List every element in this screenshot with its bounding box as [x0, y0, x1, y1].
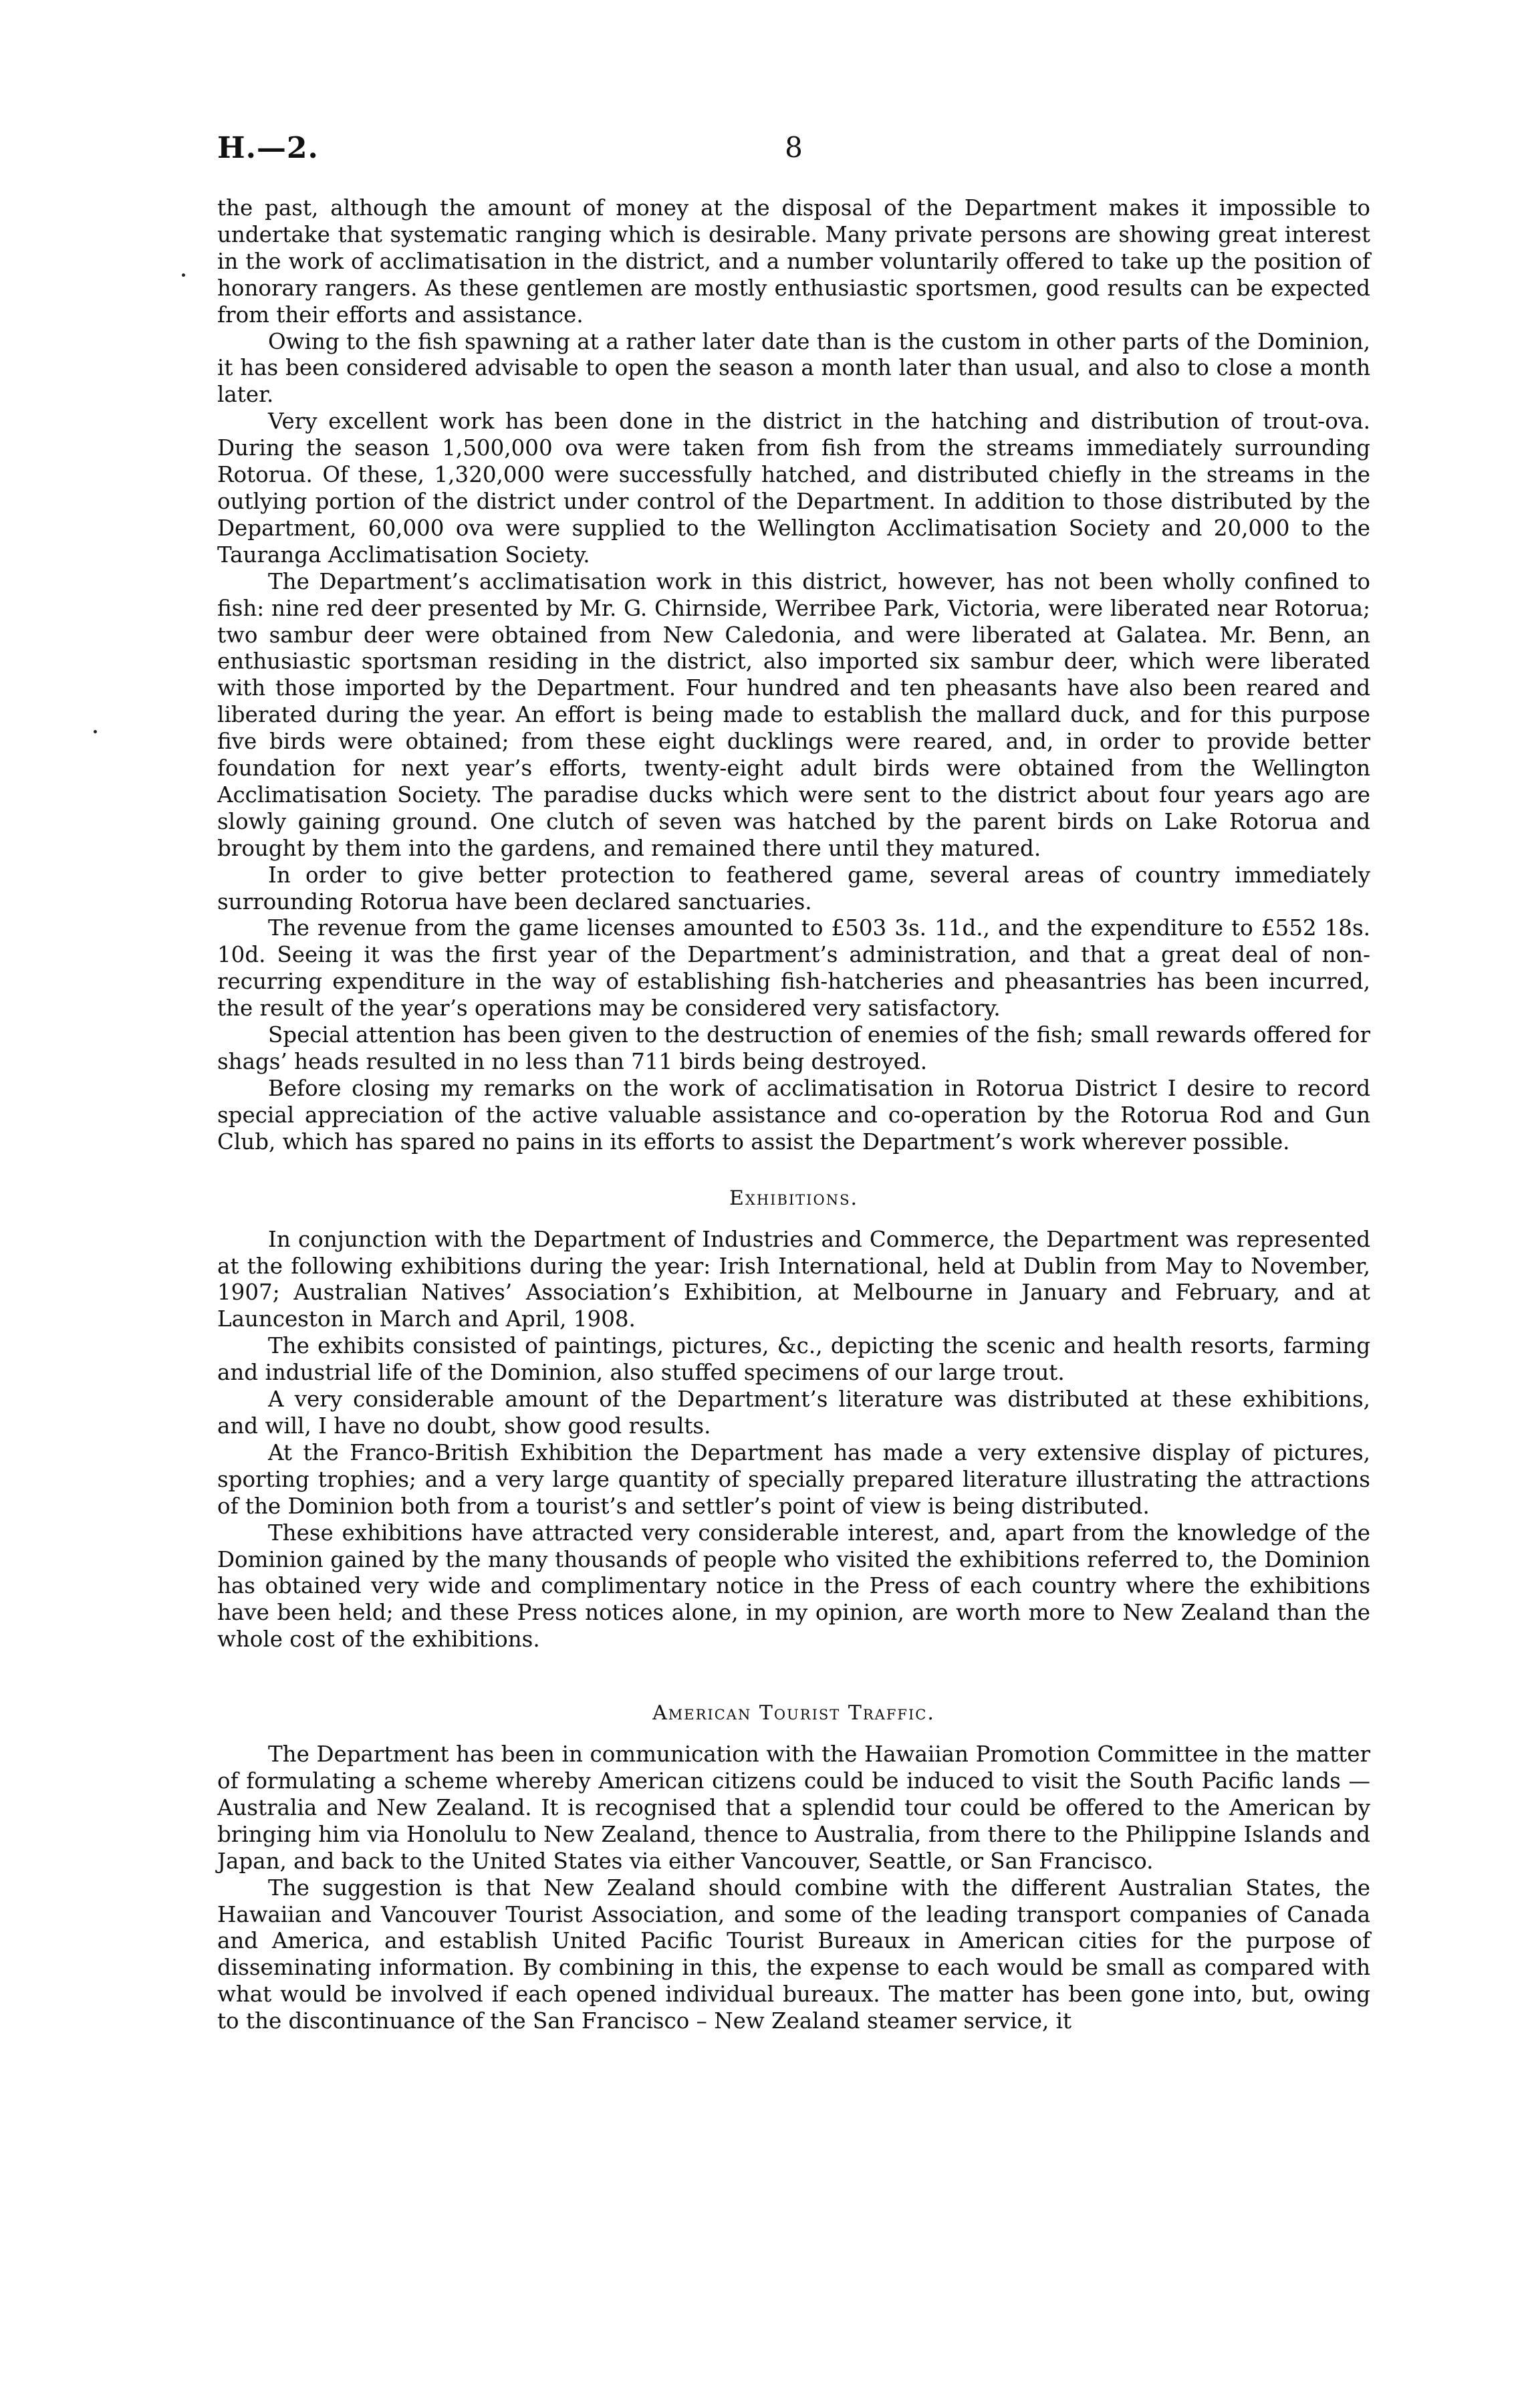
document-id: H.—2. — [217, 131, 319, 165]
paragraph: Special attention has been given to the destruction of enemies of the fish; small rewards offered for shags’ heads resulted in no less than 711 birds being destroyed. — [217, 1022, 1370, 1074]
paragraph: Very excellent work has been done in the district in the hatching and distribution of trout-ova. During the season 1,500,000 ova were taken from fish from the streams immediately surrounding Rotorua. Of these, 1,320,000 were successfully hatched, and distributed chiefly in the streams in the outlying portion of the district under control of the Department. In addition to those distributed by the Department, 60,000 ova were supplied to the Wellington Acclimatisation Society and 20,000 to the Tauranga Acclimatisation Society. — [217, 408, 1370, 568]
paragraph: At the Franco-British Exhibition the Department has made a very extensive display of pictures, sporting trophies; and a very large quantity of specially prepared literature illustrating the attractions of the Dominion both from a tourist’s and settler’s point of view is being distributed. — [217, 1439, 1370, 1519]
paragraph: The revenue from the game licenses amounted to £503 3s. 11d., and the expenditure to £552 18s. 10d. Seeing it was the first year of the Department’s administration, and that a great deal of non-recurring expenditure in the way of establishing fish-hatcheries and pheasantries has been incurred, the result of the year’s operations may be considered very satisfactory. — [217, 915, 1370, 1021]
paragraph: The suggestion is that New Zealand should combine with the different Australian States, the Hawaiian and Vancouver Tourist Association, and some of the leading transport companies of Canada and America, and establish United Pacific Tourist Bureaux in American cities for the purpose of disseminating information. By combining in this, the expense to each would be small as compared with what would be involved if each opened individual bureaux. The matter has been gone into, but, owing to the discontinuance of the San Francisco – New Zealand steamer service, it — [217, 1875, 1370, 2034]
paragraph: These exhibitions have attracted very considerable interest, and, apart from the knowledge of the Dominion gained by the many thousands of people who visited the exhibitions referred to, the Dominion has obtained very wide and complimentary notice in the Press of each country where the exhibitions have been held; and these Press notices alone, in my opinion, are worth more to New Zealand than the whole cost of the exhibitions. — [217, 1520, 1370, 1653]
acclimatisation-section — [217, 195, 1370, 1156]
american-tourist-traffic-section — [217, 1700, 1370, 2035]
running-header — [217, 131, 1370, 171]
exhibitions-section — [217, 1185, 1370, 1654]
paragraph: In order to give better protection to feathered game, several areas of country immediately surrounding Rotorua have been declared sanctuaries. — [217, 862, 1370, 915]
paragraph: Owing to the fish spawning at a rather later date than is the custom in other parts of the Dominion, it has been considered advisable to open the season a month later than usual, and also to close a month later. — [217, 328, 1370, 408]
paragraph: A very considerable amount of the Department’s literature was distributed at these exhibitions, and will, I have no doubt, show good results. — [217, 1387, 1370, 1439]
margin-speck — [94, 730, 97, 733]
paragraph: The Department has been in communication with the Hawaiian Promotion Committee in the matter of formulating a scheme whereby American citizens could be induced to visit the South Pacific lands — Australia and New Zealand. It is recognised that a splendid tour could be offered to the American by bringing him via Honolulu to New Zealand, thence to Australia, from there to the Philippine Islands and Japan, and back to the United States via either Vancouver, Seattle, or San Francisco. — [217, 1741, 1370, 1874]
section-heading-exhibitions: Exhibitions. — [729, 1186, 858, 1210]
paragraph: Before closing my remarks on the work of acclimatisation in Rotorua District I desire to record special appreciation of the active valuable assistance and co-operation by the Rotorua Rod and Gun Club, which has spared no pains in its efforts to assist the Department’s work wherever possible. — [217, 1075, 1370, 1155]
paragraph: The Department’s acclimatisation work in this district, however, has not been wholly confined to fish: nine red deer presented by Mr. G. Chirnside, Werribee Park, Victoria, were liberated near Rotorua; two sambur deer were obtained from New Caledonia, and were liberated at Galatea. Mr. Benn, an enthusiastic sportsman residing in the district, also imported six sambur deer, which were liberated with those imported by the Department. Four hundred and ten pheasants have also been reared and liberated during the year. An effort is being made to establish the mallard duck, and for this purpose five birds were obtained; from these eight ducklings were reared, and, in order to provide better foundation for next year’s efforts, twenty-eight adult birds were obtained from the Wellington Acclimatisation Society. The paradise ducks which were sent to the district about four years ago are slowly gaining ground. One clutch of seven was hatched by the parent birds on Lake Rotorua and brought by them into the gardens, and remained there until they matured. — [217, 568, 1370, 861]
body-text — [217, 195, 1370, 2035]
section-heading-american-tourist-traffic: American Tourist Traffic. — [652, 1701, 935, 1725]
margin-speck — [182, 273, 185, 277]
paragraph: In conjunction with the Department of Industries and Commerce, the Department was represented at the following exhibitions during the year: Irish International, held at Dublin from May to November, 1907; Australian Natives’ Association’s Exhibition, at Melbourne in January and February, and at Launceston in March and April, 1908. — [217, 1226, 1370, 1332]
paragraph: The exhibits consisted of paintings, pictures, &c., depicting the scenic and health resorts, farming and industrial life of the Dominion, also stuffed specimens of our large trout. — [217, 1333, 1370, 1386]
paragraph: the past, although the amount of money at the disposal of the Department makes it impossible to undertake that systematic ranging which is desirable. Many private persons are showing great interest in the work of acclimatisation in the district, and a number voluntarily offered to take up the position of honorary rangers. As these gentlemen are mostly enthusiastic sportsmen, good results can be expected from their efforts and assistance. — [217, 195, 1370, 328]
page-number: 8 — [785, 131, 803, 164]
